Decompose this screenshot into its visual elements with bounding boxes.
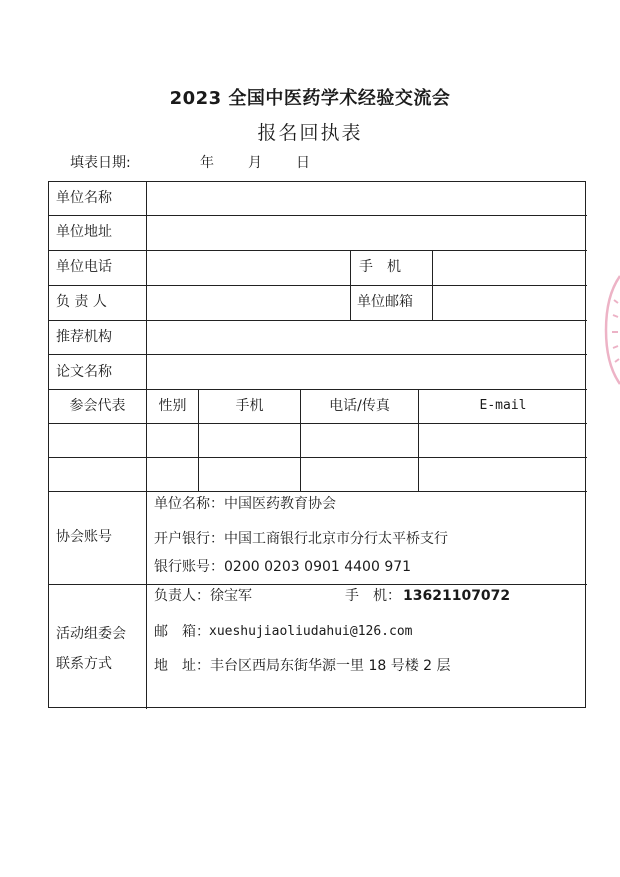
unit-name-field[interactable] bbox=[147, 182, 587, 215]
fill-date-day[interactable]: 日 bbox=[296, 155, 310, 171]
col-divider bbox=[350, 250, 351, 320]
fill-date-label: 填表日期: bbox=[70, 155, 131, 171]
fill-date-year[interactable]: 年 bbox=[200, 155, 214, 171]
rep-header-phone-fax: 电话/传真 bbox=[329, 398, 390, 414]
label-unit-email: 单位邮箱 bbox=[357, 294, 413, 310]
document-subtitle: 报名回执表 bbox=[257, 122, 363, 144]
fill-date-month[interactable]: 月 bbox=[248, 155, 262, 171]
contact-person: 负责人：徐宝军 bbox=[154, 588, 252, 604]
rep-row-2-email-cell[interactable] bbox=[419, 458, 587, 491]
contact-phone: 13621107072 bbox=[403, 588, 511, 604]
rep-header-gender: 性别 bbox=[158, 398, 187, 414]
row-divider bbox=[49, 584, 587, 585]
paper-title-field[interactable] bbox=[147, 355, 587, 389]
account-number: 银行账号：0200 0203 0901 4400 971 bbox=[154, 559, 412, 575]
rep-row-2-name-cell[interactable] bbox=[49, 458, 146, 491]
rep-row-2-gender-cell[interactable] bbox=[147, 458, 198, 491]
mobile-field[interactable] bbox=[433, 251, 587, 285]
rep-row-1-name-cell[interactable] bbox=[49, 424, 146, 457]
account-unit-name: 单位名称：中国医药教育协会 bbox=[154, 496, 336, 512]
fill-date-row bbox=[70, 152, 310, 172]
row-divider bbox=[49, 389, 587, 390]
contact-address: 地 址：丰台区西局东街华源一里 18 号楼 2 层 bbox=[154, 658, 451, 674]
contact-email-label: 邮 箱： bbox=[154, 624, 210, 640]
label-person-in-charge: 负 责 人 bbox=[56, 294, 107, 310]
label-unit-phone: 单位电话 bbox=[56, 259, 112, 275]
rep-header-mobile: 手机 bbox=[235, 398, 264, 414]
label-mobile: 手 机 bbox=[359, 259, 401, 275]
label-unit-address: 单位地址 bbox=[56, 224, 112, 240]
seal-stamp-partial bbox=[598, 270, 620, 390]
registration-form bbox=[48, 181, 586, 708]
rep-header-email: E-mail bbox=[479, 398, 527, 413]
rep-row-1-email-cell[interactable] bbox=[419, 424, 587, 457]
account-bank: 开户银行：中国工商银行北京市分行太平桥支行 bbox=[154, 531, 448, 547]
contact-email[interactable]: xueshujiaoliudahui@126.com bbox=[209, 624, 413, 639]
unit-email-field[interactable] bbox=[433, 286, 587, 320]
unit-address-field[interactable] bbox=[147, 216, 587, 250]
person-in-charge-field[interactable] bbox=[147, 286, 350, 320]
rep-row-2-mobile-cell[interactable] bbox=[199, 458, 300, 491]
label-committee-line1: 活动组委会 bbox=[56, 626, 126, 642]
rep-row-1-gender-cell[interactable] bbox=[147, 424, 198, 457]
rep-header-delegate: 参会代表 bbox=[69, 398, 126, 414]
label-recommending-org: 推荐机构 bbox=[56, 329, 112, 345]
label-committee-line2: 联系方式 bbox=[56, 656, 112, 672]
unit-phone-field[interactable] bbox=[147, 251, 350, 285]
rep-row-2-phone-cell[interactable] bbox=[301, 458, 418, 491]
label-paper-title: 论文名称 bbox=[56, 364, 112, 380]
rep-row-1-phone-cell[interactable] bbox=[301, 424, 418, 457]
label-association-account: 协会账号 bbox=[56, 529, 112, 545]
row-divider bbox=[49, 491, 587, 492]
contact-phone-label: 手 机： bbox=[345, 588, 401, 604]
rep-row-1-mobile-cell[interactable] bbox=[199, 424, 300, 457]
label-unit-name: 单位名称 bbox=[56, 190, 112, 206]
recommending-org-field[interactable] bbox=[147, 321, 587, 354]
document-title: 2023 全国中医药学术经验交流会 bbox=[169, 88, 451, 109]
